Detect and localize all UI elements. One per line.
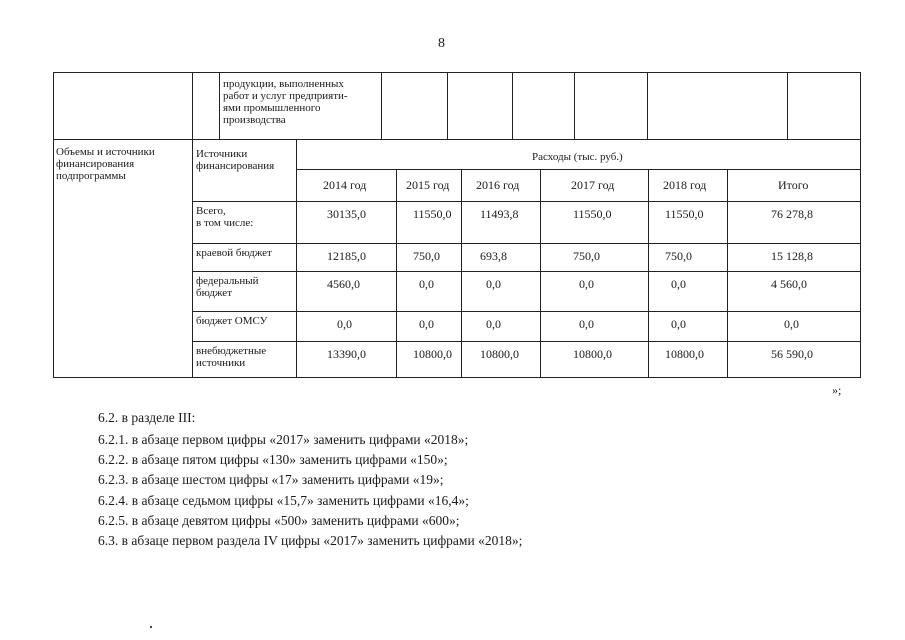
- value-cell: 750,0: [665, 249, 692, 263]
- section-label-line: подпрограммы: [56, 170, 126, 182]
- value-cell: 11550,0: [413, 207, 452, 221]
- value-cell: 0,0: [671, 277, 686, 291]
- top-row-divider: [860, 72, 861, 140]
- column-divider: [540, 169, 541, 378]
- value-cell: 10800,0: [665, 347, 704, 361]
- amendment-paragraph: 6.2.2. в абзаце пятом цифры «130» заменить цифрами «150»;: [98, 452, 448, 467]
- value-cell: 0,0: [486, 317, 501, 331]
- year-header: Итого: [778, 178, 809, 192]
- continuation-text-line: производства: [223, 114, 286, 126]
- value-cell: 4560,0: [327, 277, 360, 291]
- year-header: 2018 год: [663, 178, 707, 192]
- column-divider: [396, 169, 397, 378]
- row-divider: [192, 271, 861, 272]
- table-border: [53, 139, 861, 140]
- value-cell: 0,0: [579, 277, 594, 291]
- value-cell: 693,8: [480, 249, 507, 263]
- column-divider: [860, 169, 861, 378]
- value-cell: 0,0: [419, 277, 434, 291]
- top-row-divider: [787, 72, 788, 140]
- column-divider: [727, 169, 728, 378]
- value-cell: 750,0: [573, 249, 600, 263]
- value-cell: 13390,0: [327, 347, 366, 361]
- value-cell: 11493,8: [480, 207, 519, 221]
- continuation-text-line: продукции, выполненных: [223, 78, 344, 90]
- amendment-paragraph: 6.2.1. в абзаце первом цифры «2017» заменить цифрами «2018»;: [98, 432, 469, 447]
- table-border: [53, 139, 54, 378]
- value-cell: 10800,0: [573, 347, 612, 361]
- expenses-header: Расходы (тыс. руб.): [532, 151, 623, 163]
- table-border: [192, 139, 193, 378]
- sources-header-line: Источники: [196, 148, 248, 160]
- amendment-paragraph: 6.2.3. в абзаце шестом цифры «17» заменить цифрами «19»;: [98, 472, 444, 487]
- table-border: [296, 169, 861, 170]
- column-divider: [296, 169, 297, 378]
- amendment-paragraph: 6.2.5. в абзаце девятом цифры «500» заменить цифрами «600»;: [98, 513, 460, 528]
- top-row-divider: [647, 72, 648, 140]
- amendment-paragraph: 6.2.4. в абзаце седьмом цифры «15,7» заменить цифрами «16,4»;: [98, 493, 469, 508]
- section-label-line: финансирования: [56, 158, 135, 170]
- stray-mark: [150, 626, 152, 628]
- top-row-divider: [53, 72, 54, 140]
- row-label-line: федеральный: [196, 275, 259, 287]
- value-cell: 15 128,8: [771, 249, 813, 263]
- continuation-text-line: работ и услуг предприяти-: [223, 90, 348, 102]
- top-row-divider: [512, 72, 513, 140]
- value-cell: 750,0: [413, 249, 440, 263]
- value-cell: 11550,0: [573, 207, 612, 221]
- amendment-paragraph: 6.2. в разделе III:: [98, 410, 196, 425]
- row-label-line: внебюджетные: [196, 345, 267, 357]
- row-divider: [192, 243, 861, 244]
- value-cell: 4 560,0: [771, 277, 807, 291]
- top-row-border: [53, 72, 861, 73]
- value-cell: 0,0: [579, 317, 594, 331]
- top-row-divider: [447, 72, 448, 140]
- row-label-line: в том числе:: [196, 217, 254, 229]
- value-cell: 76 278,8: [771, 207, 813, 221]
- table-border: [192, 377, 861, 378]
- value-cell: 56 590,0: [771, 347, 813, 361]
- amendment-paragraph: 6.3. в абзаце первом раздела IV цифры «2017» заменить цифрами «2018»;: [98, 533, 523, 548]
- sources-header-line: финансирования: [196, 160, 275, 172]
- row-divider: [192, 311, 861, 312]
- row-label-line: бюджет: [196, 287, 232, 299]
- value-cell: 0,0: [671, 317, 686, 331]
- row-divider: [192, 341, 861, 342]
- value-cell: 30135,0: [327, 207, 366, 221]
- row-label-line: Всего,: [196, 205, 226, 217]
- year-header: 2015 год: [406, 178, 450, 192]
- column-divider: [461, 169, 462, 378]
- value-cell: 0,0: [486, 277, 501, 291]
- table-border: [192, 201, 861, 202]
- value-cell: 10800,0: [480, 347, 519, 361]
- value-cell: 0,0: [784, 317, 799, 331]
- year-header: 2014 год: [323, 178, 367, 192]
- value-cell: 0,0: [419, 317, 434, 331]
- row-label-line: источники: [196, 357, 246, 369]
- top-row-divider: [574, 72, 575, 140]
- top-row-divider: [381, 72, 382, 140]
- row-label-line: бюджет ОМСУ: [196, 315, 268, 327]
- year-header: 2017 год: [571, 178, 615, 192]
- value-cell: 12185,0: [327, 249, 366, 263]
- value-cell: 0,0: [337, 317, 352, 331]
- column-divider: [648, 169, 649, 378]
- row-label-line: краевой бюджет: [196, 247, 272, 259]
- section-label-line: Объемы и источники: [56, 146, 155, 158]
- value-cell: 11550,0: [665, 207, 704, 221]
- year-header: 2016 год: [476, 178, 520, 192]
- continuation-text-line: ями промышленного: [223, 102, 321, 114]
- top-row-divider: [219, 72, 220, 140]
- closing-quote: »;: [832, 383, 842, 397]
- top-row-divider: [192, 72, 193, 140]
- page-number: 8: [438, 36, 445, 51]
- table-border: [53, 377, 193, 378]
- value-cell: 10800,0: [413, 347, 452, 361]
